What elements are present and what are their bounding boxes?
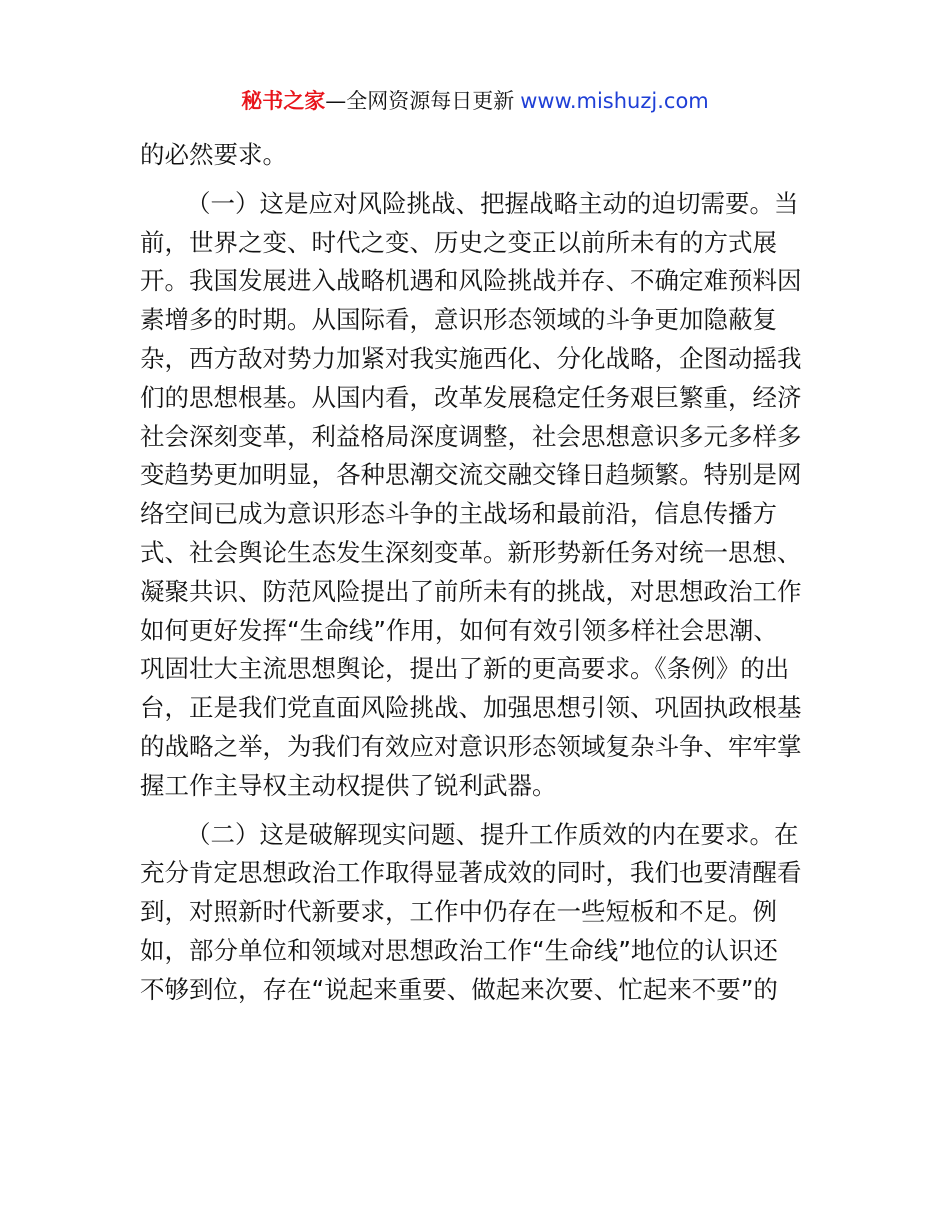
text-line: 握工作主导权主动权提供了锐利武器。 — [140, 770, 557, 800]
text-line: 的战略之举，为我们有效应对意识形态领域复杂斗争、牢牢掌 — [140, 731, 802, 761]
text-line: 台，正是我们党直面风险挑战、加强思想引领、巩固执政根基 — [140, 693, 802, 723]
paragraph-section-1 — [140, 185, 820, 806]
text-line: 到，对照新时代新要求，工作中仍存在一些短板和不足。例 — [140, 897, 777, 927]
text-line: 式、社会舆论生态发生深刻变革。新形势新任务对统一思想、 — [140, 537, 802, 567]
document-body — [140, 136, 820, 1010]
text-line: 不够到位，存在“说起来重要、做起来次要、忙起来不要”的 — [140, 974, 778, 1004]
text-line: 们的思想根基。从国内看，改革发展稳定任务艰巨繁重，经济 — [140, 382, 802, 412]
text-line: 络空间已成为意识形态斗争的主战场和最前沿，信息传播方 — [140, 499, 777, 529]
paragraph-section-2 — [140, 816, 820, 1010]
text-line: 如，部分单位和领域对思想政治工作“生命线”地位的认识还 — [140, 935, 778, 965]
website-link[interactable]: www.mishuzj.com — [520, 89, 709, 113]
text-line: 前，世界之变、时代之变、历史之变正以前所未有的方式展 — [140, 227, 777, 257]
text-line: 巩固壮大主流思想舆论，提出了新的更高要求。《条例》的出 — [140, 654, 790, 684]
brand-name: 秘书之家 — [241, 89, 326, 113]
text-line: （一）这是应对风险挑战、把握战略主动的迫切需要。当 — [186, 188, 799, 218]
text-line: 变趋势更加明显，各种思潮交流交融交锋日趋频繁。特别是网 — [140, 460, 802, 490]
text-line: 开。我国发展进入战略机遇和风险挑战并存、不确定难预料因 — [140, 266, 802, 296]
text-line: 的必然要求。 — [140, 140, 287, 169]
text-line: 素增多的时期。从国际看，意识形态领域的斗争更加隐蔽复 — [140, 305, 777, 335]
text-line: 社会深刻变革，利益格局深度调整，社会思想意识多元多样多 — [140, 421, 802, 451]
paragraph-continuation — [140, 136, 820, 175]
text-line: 凝聚共识、防范风险提出了前所未有的挑战，对思想政治工作 — [140, 576, 802, 606]
text-line: （二）这是破解现实问题、提升工作质效的内在要求。在 — [186, 819, 799, 849]
text-line: 如何更好发挥“生命线”作用，如何有效引领多样社会思潮、 — [140, 615, 778, 645]
text-line: 充分肯定思想政治工作取得显著成效的同时，我们也要清醒看 — [140, 858, 802, 888]
header-slogan: —全网资源每日更新 — [325, 89, 515, 113]
text-line: 杂，西方敌对势力加紧对我实施西化、分化战略，企图动摇我 — [140, 343, 802, 373]
page-header — [0, 86, 950, 116]
